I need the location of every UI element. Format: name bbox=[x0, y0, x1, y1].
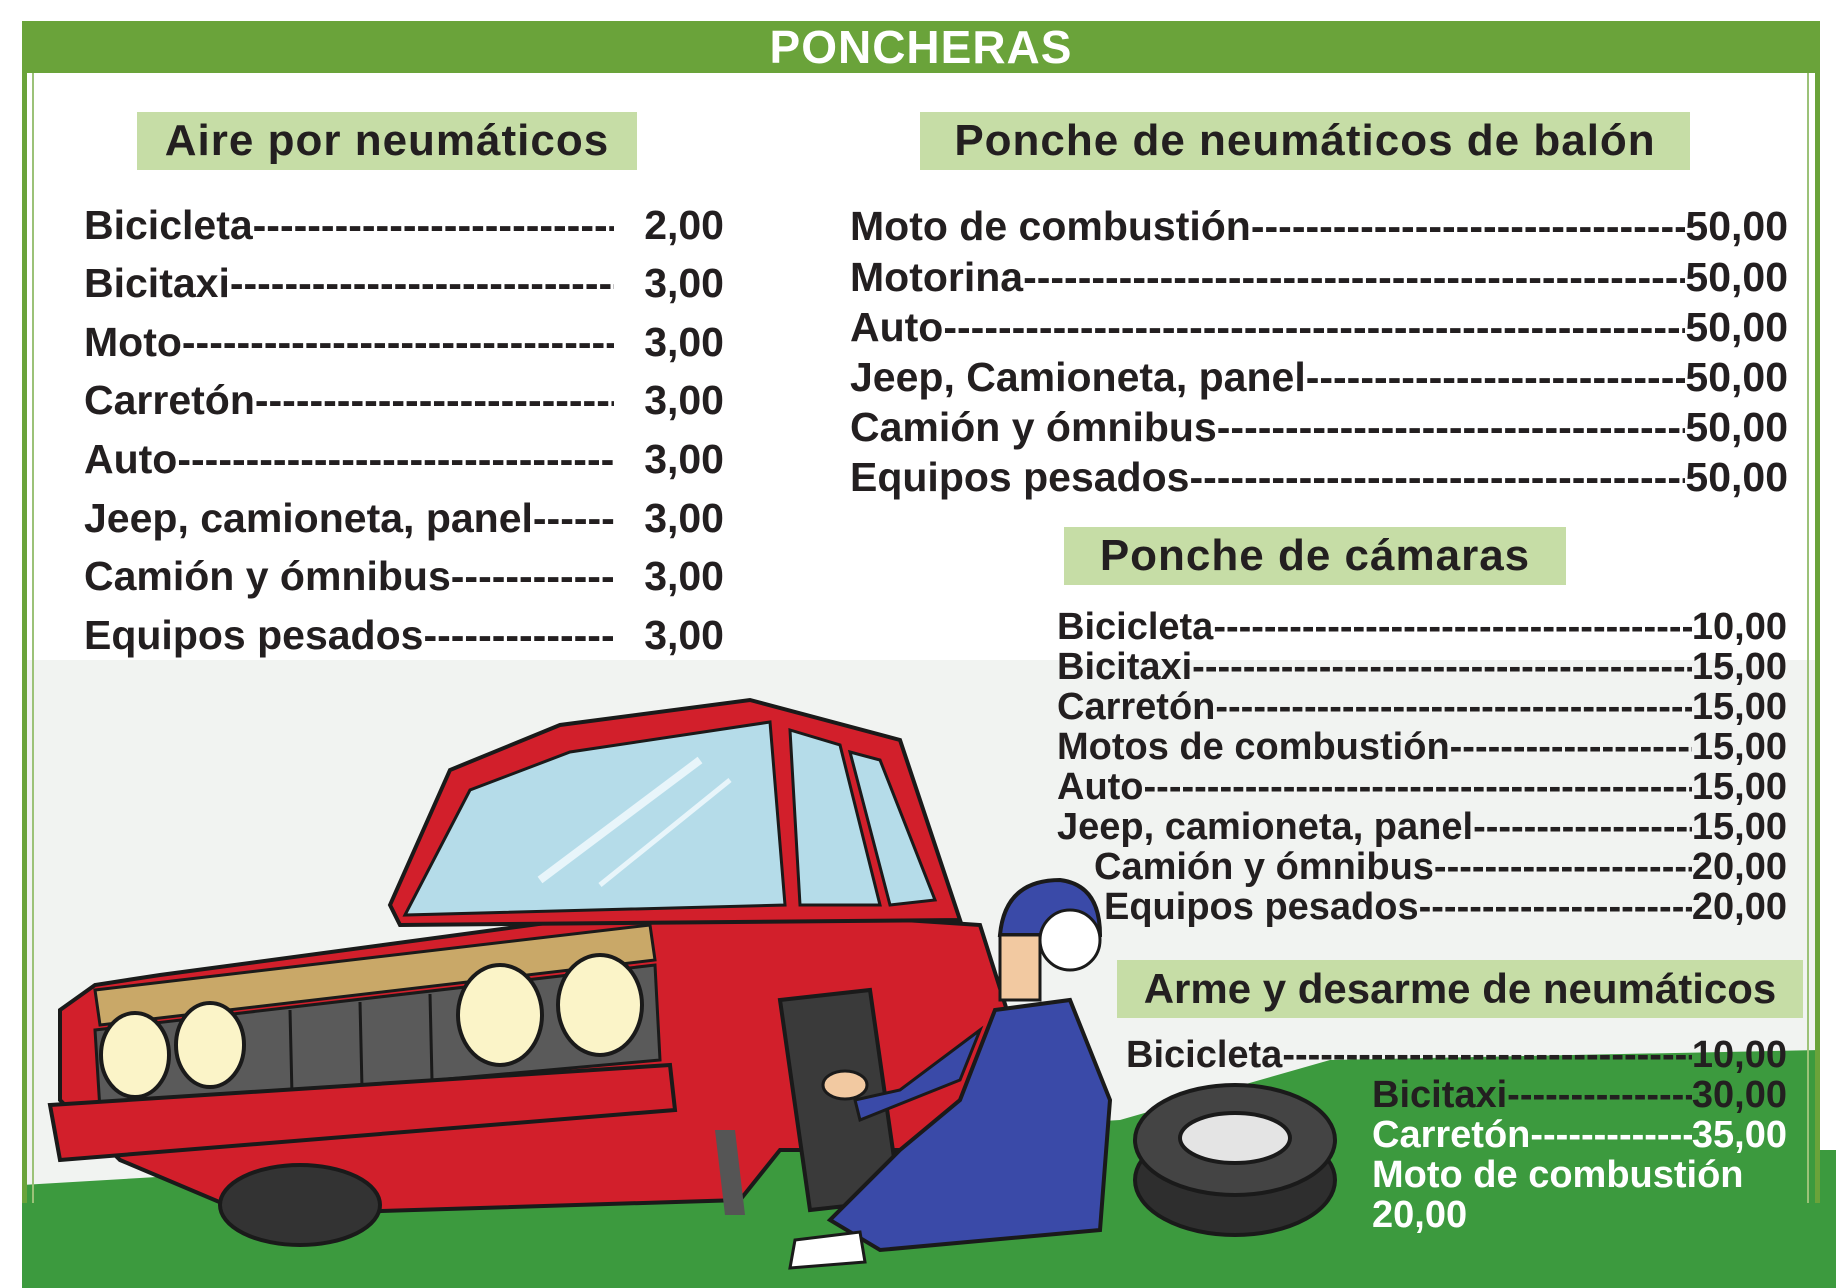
item-label: Moto de combustión bbox=[850, 203, 1251, 249]
price-row bbox=[1057, 647, 1787, 687]
item-label: Jeep, Camioneta, panel bbox=[850, 354, 1306, 400]
item-label: Moto de combustión bbox=[1372, 1154, 1744, 1196]
item-label: Jeep, camioneta, panel bbox=[84, 495, 533, 541]
item-label: Bicitaxi bbox=[84, 260, 230, 306]
item-price: 50,00 bbox=[1685, 203, 1788, 249]
item-label: Equipos pesados bbox=[850, 454, 1190, 500]
item-price: 50,00 bbox=[1685, 404, 1788, 450]
item-price: 15,00 bbox=[1691, 766, 1787, 808]
right-border-inner bbox=[1807, 73, 1809, 1203]
item-price: 50,00 bbox=[1685, 254, 1788, 300]
item-price: 15,00 bbox=[1691, 806, 1787, 848]
item-label: Carretón bbox=[1372, 1114, 1531, 1156]
item-price: 15,00 bbox=[1691, 686, 1787, 728]
price-row bbox=[1057, 767, 1787, 807]
item-label: Bicitaxi bbox=[1372, 1074, 1508, 1116]
item-label: Carretón bbox=[1057, 686, 1216, 728]
price-row bbox=[84, 610, 724, 660]
item-label: Auto bbox=[850, 304, 944, 350]
item-label: Equipos pesados bbox=[1104, 886, 1419, 928]
price-row bbox=[850, 353, 1788, 401]
item-label: Equipos pesados bbox=[84, 612, 424, 658]
item-price: 3,00 bbox=[644, 319, 724, 365]
tire-illustration bbox=[1135, 1085, 1335, 1235]
item-price: 20,00 bbox=[1691, 846, 1787, 888]
left-border bbox=[22, 73, 27, 1203]
item-label: Motos de combustión bbox=[1057, 726, 1450, 768]
item-label: Carretón bbox=[84, 377, 255, 423]
item-price: 3,00 bbox=[644, 495, 724, 541]
price-row bbox=[84, 258, 724, 308]
price-row bbox=[1104, 887, 1787, 927]
price-row bbox=[850, 202, 1788, 250]
item-label: Auto bbox=[1057, 766, 1144, 808]
title-bar bbox=[22, 21, 1820, 73]
item-label: Bicicleta bbox=[84, 202, 253, 248]
price-row bbox=[1094, 847, 1787, 887]
item-price: 50,00 bbox=[1685, 304, 1788, 350]
price-row bbox=[1126, 1035, 1787, 1075]
item-price: 10,00 bbox=[1691, 1034, 1787, 1076]
price-row bbox=[1372, 1115, 1787, 1155]
item-price: 2,00 bbox=[644, 202, 724, 248]
item-label: Auto bbox=[84, 436, 178, 482]
section-header-air: Aire por neumáticos bbox=[137, 112, 637, 170]
price-row bbox=[84, 200, 724, 250]
price-row bbox=[850, 303, 1788, 351]
section-header-chambers: Ponche de cámaras bbox=[1064, 527, 1566, 585]
price-row bbox=[84, 317, 724, 367]
item-price: 3,00 bbox=[644, 436, 724, 482]
price-row bbox=[84, 434, 724, 484]
item-price: 35,00 bbox=[1691, 1114, 1787, 1156]
price-row bbox=[850, 253, 1788, 301]
item-price: 3,00 bbox=[644, 377, 724, 423]
item-label: Jeep, camioneta, panel bbox=[1057, 806, 1474, 848]
item-price: 20,00 bbox=[1372, 1194, 1468, 1236]
item-label: Bicicleta bbox=[1126, 1034, 1283, 1076]
item-price: 10,00 bbox=[1691, 606, 1787, 648]
section-header-assembly: Arme y desarme de neumáticos bbox=[1117, 960, 1803, 1018]
item-price: 50,00 bbox=[1685, 354, 1788, 400]
item-label: Camión y ómnibus bbox=[850, 404, 1217, 450]
item-price: 50,00 bbox=[1685, 454, 1788, 500]
price-row bbox=[850, 403, 1788, 451]
price-row bbox=[1057, 687, 1787, 727]
item-price: 15,00 bbox=[1691, 726, 1787, 768]
item-price: 3,00 bbox=[644, 612, 724, 658]
item-label: Camión y ómnibus bbox=[1094, 846, 1434, 888]
price-row bbox=[1057, 807, 1787, 847]
item-price: 30,00 bbox=[1691, 1074, 1787, 1116]
item-price: 15,00 bbox=[1691, 646, 1787, 688]
item-price: 3,00 bbox=[644, 553, 724, 599]
item-label: Camión y ómnibus bbox=[84, 553, 451, 599]
item-label: Bicitaxi bbox=[1057, 646, 1193, 688]
item-price: 3,00 bbox=[644, 260, 724, 306]
poster-title: PONCHERAS bbox=[769, 21, 1073, 73]
price-row bbox=[84, 375, 724, 425]
price-row bbox=[1057, 727, 1787, 767]
price-row bbox=[1372, 1075, 1787, 1115]
left-border-inner bbox=[32, 73, 34, 1203]
item-label: Moto bbox=[84, 319, 182, 365]
price-row bbox=[850, 453, 1788, 501]
item-label: Bicicleta bbox=[1057, 606, 1214, 648]
item-label: Motorina bbox=[850, 254, 1024, 300]
price-row bbox=[84, 493, 724, 543]
right-border bbox=[1815, 73, 1820, 1203]
item-price: 20,00 bbox=[1691, 886, 1787, 928]
section-header-balloon: Ponche de neumáticos de balón bbox=[920, 112, 1690, 170]
price-row bbox=[84, 551, 724, 601]
price-row bbox=[1057, 607, 1787, 647]
